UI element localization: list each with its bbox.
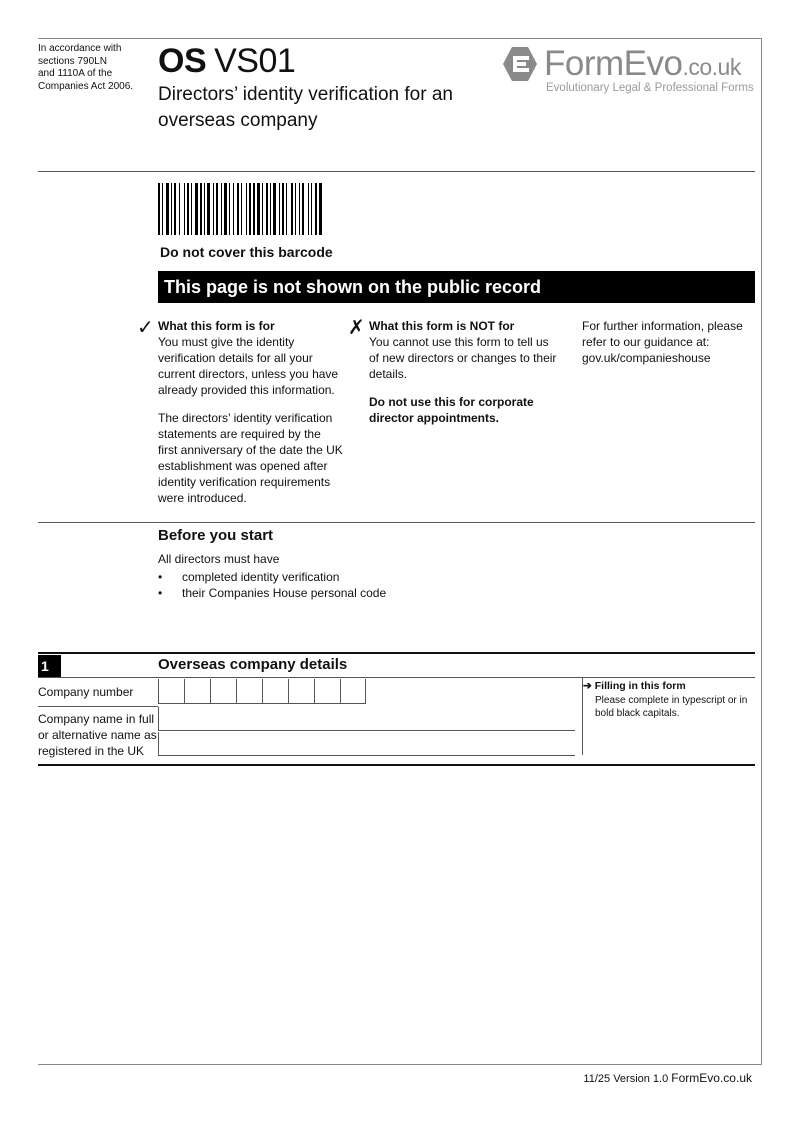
- company-number-digit-box[interactable]: [288, 679, 314, 704]
- footer-brand: FormEvo.co.uk: [671, 1071, 752, 1085]
- logo-tld: .co.uk: [682, 54, 741, 80]
- form-code: [158, 42, 295, 80]
- what-form-is-for-text: You must give the identity verification details for all your current directors, unless you have already provided this information.: [158, 335, 339, 397]
- further-information: [582, 318, 752, 366]
- barcode: [158, 183, 438, 235]
- form-prefix: OS: [158, 42, 207, 80]
- barcode-bar: [241, 183, 242, 235]
- section-divider: [38, 522, 755, 523]
- barcode-bar: [295, 183, 296, 235]
- company-number-digit-box[interactable]: [158, 679, 184, 704]
- barcode-bar: [273, 183, 276, 235]
- barcode-bar: [216, 183, 218, 235]
- company-number-digit-box[interactable]: [184, 679, 210, 704]
- barcode-bar: [257, 183, 260, 235]
- company-number-digit-box[interactable]: [210, 679, 236, 704]
- legal-note: [38, 43, 138, 93]
- barcode-bar: [299, 183, 300, 235]
- barcode-bar: [187, 183, 189, 235]
- barcode-bar: [249, 183, 251, 235]
- barcode-bar: [229, 183, 230, 235]
- barcode-bar: [286, 183, 287, 235]
- corporate-director-warning: Do not use this for corporate director appointments.: [369, 395, 534, 425]
- barcode-bar: [221, 183, 222, 235]
- legal-note-line: In accordance with: [38, 43, 122, 54]
- barcode-bar: [253, 183, 255, 235]
- what-form-is-for-text: The directors’ identity verification statements are required by the first anniversary of the date the UK establishment was opened after identity verification requirements were introduced.: [158, 411, 343, 505]
- form-title-line: overseas company: [158, 110, 318, 131]
- footer-rule: [38, 1064, 762, 1065]
- cross-icon: ✗: [348, 317, 365, 339]
- company-name-field-line-1[interactable]: [158, 707, 575, 731]
- logo-tagline: Evolutionary Legal & Professional Forms: [546, 82, 754, 94]
- what-form-is-not-for-heading: What this form is NOT for: [369, 319, 515, 333]
- company-number-label: Company number: [38, 685, 134, 699]
- public-record-notice: This page is not shown on the public record: [158, 271, 755, 303]
- form-number: VS01: [214, 42, 296, 80]
- guidance-link[interactable]: gov.uk/companieshouse: [582, 351, 711, 365]
- barcode-bar: [191, 183, 192, 235]
- barcode-bar: [237, 183, 239, 235]
- barcode-caption: Do not cover this barcode: [160, 244, 333, 260]
- company-name-label-line: or alternative name as: [38, 728, 157, 742]
- company-number-field[interactable]: [158, 679, 366, 704]
- before-you-start-list: [158, 569, 386, 601]
- formevo-logo: [500, 44, 755, 96]
- legal-note-line: sections 790LN: [38, 55, 107, 67]
- barcode-bar: [282, 183, 284, 235]
- logo-name: FormEvo: [544, 44, 683, 83]
- version-label: 11/25 Version 1.0: [583, 1073, 669, 1085]
- barcode-bar: [195, 183, 198, 235]
- barcode-bar: [166, 183, 169, 235]
- barcode-bar: [302, 183, 304, 235]
- help-title-text: Filling in this form: [594, 680, 686, 692]
- company-name-field-line-2[interactable]: [158, 732, 575, 756]
- barcode-bar: [174, 183, 176, 235]
- barcode-bar: [200, 183, 202, 235]
- list-item: • their Companies House personal code: [158, 585, 386, 601]
- barcode-bar: [184, 183, 185, 235]
- barcode-bar: [279, 183, 280, 235]
- barcode-bar: [270, 183, 271, 235]
- section-number: 1: [38, 655, 61, 677]
- legal-note-line: Companies Act 2006.: [38, 80, 134, 92]
- company-number-digit-box[interactable]: [314, 679, 340, 704]
- barcode-bar: [158, 183, 160, 235]
- barcode-bar: [213, 183, 214, 235]
- list-item: • completed identity verification: [158, 569, 386, 585]
- section-title: Overseas company details: [158, 656, 348, 673]
- checkmark-icon: ✓: [137, 317, 154, 339]
- barcode-bar: [308, 183, 309, 235]
- barcode-bar: [246, 183, 247, 235]
- barcode-bar: [319, 183, 322, 235]
- help-text: Please complete in typescript or in bold black capitals.: [595, 695, 748, 719]
- before-you-start-heading: Before you start: [158, 527, 274, 544]
- help-title: [583, 680, 686, 692]
- legal-note-line: and 1110A of the: [38, 68, 113, 79]
- arrow-right-icon: ➔: [583, 680, 592, 692]
- barcode-bar: [311, 183, 312, 235]
- barcode-bar: [224, 183, 227, 235]
- company-number-digit-box[interactable]: [262, 679, 288, 704]
- form-title-line: Directors’ identity verification for an: [158, 84, 453, 105]
- barcode-bar: [266, 183, 268, 235]
- section-1-top-rule: [38, 652, 755, 654]
- company-name-label: [38, 711, 157, 759]
- company-name-label-line: Company name in full: [38, 712, 155, 726]
- barcode-bar: [179, 183, 180, 235]
- form-title: [158, 82, 478, 134]
- header-divider: [38, 171, 755, 172]
- barcode-bar: [207, 183, 210, 235]
- footer: [583, 1071, 752, 1085]
- what-form-is-for: [158, 318, 343, 506]
- barcode-bar: [204, 183, 205, 235]
- field-row-rule: [38, 706, 158, 707]
- barcode-bar: [171, 183, 172, 235]
- barcode-bar: [262, 183, 263, 235]
- what-form-is-not-for: [369, 318, 559, 426]
- company-number-digit-box[interactable]: [340, 679, 366, 704]
- barcode-bar: [315, 183, 317, 235]
- what-form-is-not-for-text: You cannot use this form to tell us of new directors or changes to their details.: [369, 335, 557, 381]
- barcode-bar: [291, 183, 293, 235]
- filling-in-form-help: [582, 678, 755, 755]
- section-1-bottom-rule: [38, 764, 755, 766]
- further-information-text: For further information, please refer to our guidance at:: [582, 319, 743, 349]
- company-number-digit-box[interactable]: [236, 679, 262, 704]
- what-form-is-for-heading: What this form is for: [158, 319, 275, 333]
- barcode-bar: [233, 183, 234, 235]
- logo-wordmark: [544, 44, 741, 87]
- before-you-start-intro: All directors must have: [158, 552, 280, 566]
- formevo-logo-icon: [501, 45, 539, 83]
- company-name-label-line: registered in the UK: [38, 744, 145, 758]
- barcode-bar: [162, 183, 163, 235]
